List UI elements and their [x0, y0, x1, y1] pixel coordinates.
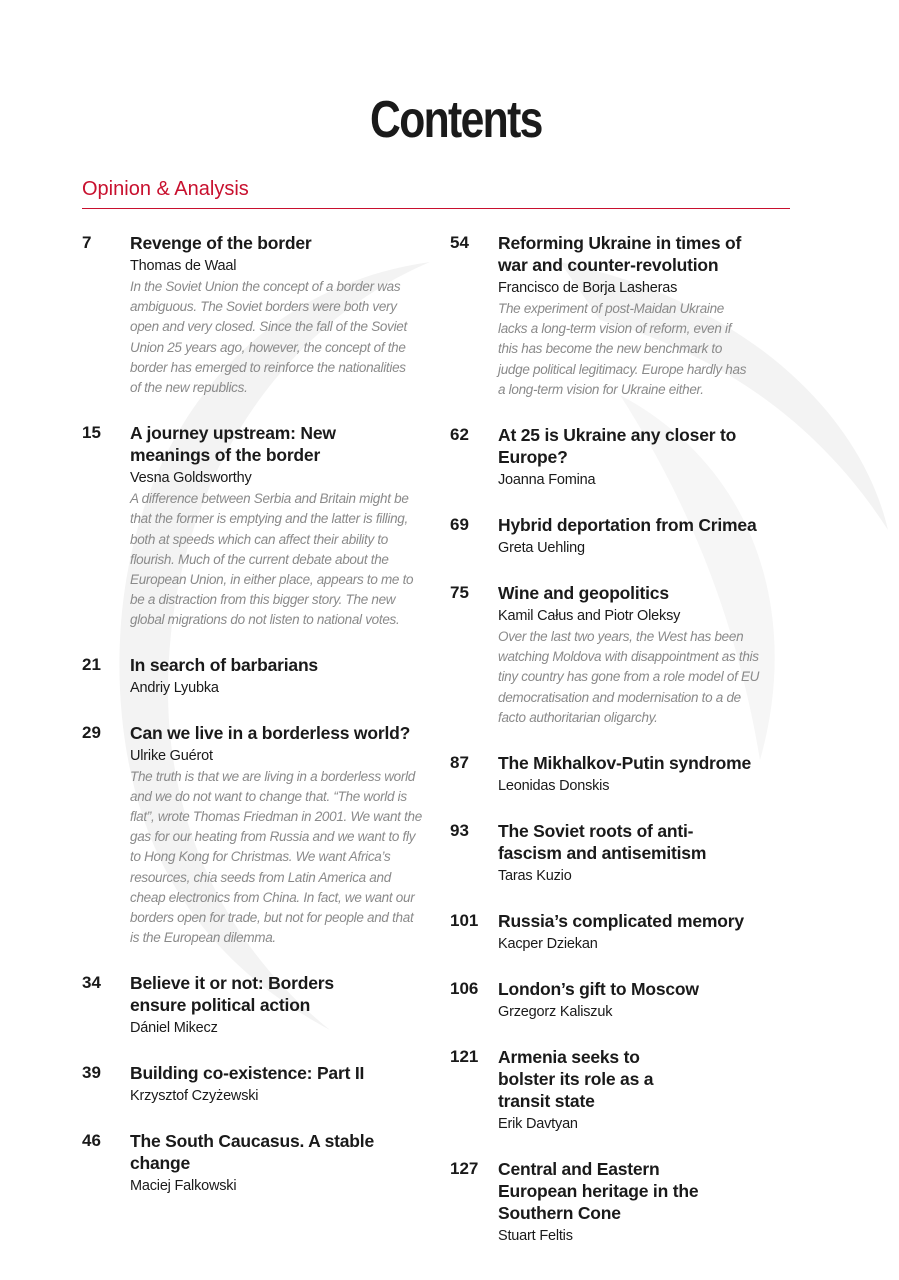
page-number: 127: [450, 1159, 479, 1179]
entry-title: Reforming Ukraine in times of war and counter-revolution: [498, 233, 742, 275]
entry-author: Francisco de Borja Lasheras: [498, 280, 678, 296]
entry-title: Revenge of the border: [130, 233, 312, 253]
entry-abstract: The experiment of post-Maidan Ukraine lacks a long-term vision of reform, even if this has become the new benchmark to judge political legitimacy. Europe hardly has a long-term vision for Ukraine either.: [498, 301, 747, 397]
entry-author: Stuart Feltis: [498, 1228, 573, 1245]
toc-entry[interactable]: [450, 582, 795, 728]
toc-entry[interactable]: [82, 1062, 432, 1108]
page-number: 75: [450, 583, 469, 603]
toc-entry[interactable]: [82, 422, 432, 630]
page-number: 69: [450, 515, 469, 535]
entry-title: In search of barbarians: [130, 654, 318, 675]
entry-title: Central and Eastern European heritage in the Southern Cone: [498, 1159, 699, 1224]
section-divider: [82, 208, 790, 209]
page-title: Contents: [370, 91, 542, 149]
entry-title: The South Caucasus. A stable change: [130, 1131, 374, 1174]
entry-abstract: A difference between Serbia and Britain might be that the former is emptying and the latter is filling, both at speeds which can affect their ability to flourish. Much of the current debate about the European Union, in either place, appears to me to be a distraction from this bigger story. The new global migrations do not listen to national votes.: [130, 491, 414, 628]
entry-title: Hybrid deportation from Crimea: [498, 515, 757, 536]
page-number: 39: [82, 1063, 101, 1083]
entry-title: Can we live in a borderless world?: [130, 722, 411, 743]
entry-author: Kamil Całus and Piotr Oleksy: [498, 608, 681, 625]
entry-author: Joanna Fomina: [498, 472, 596, 489]
entry-author: Erik Davtyan: [498, 1116, 578, 1133]
toc-column-left: [82, 232, 432, 1198]
entry-abstract: In the Soviet Union the concept of a border was ambiguous. The Soviet borders were both very open and very closed. Since the fall of the Soviet Union 25 years ago, however, the concept of the border has emerged to reinforce the nationalities of the new republics.: [130, 279, 407, 396]
entry-title: The Mikhalkov-Putin syndrome: [498, 753, 752, 774]
entry-author: Kacper Dziekan: [498, 936, 598, 953]
toc-entry[interactable]: [450, 232, 795, 400]
page-number: 34: [82, 973, 101, 993]
page-number: 106: [450, 979, 479, 999]
entry-author: Dániel Mikecz: [130, 1020, 218, 1037]
entry-author: Andriy Lyubka: [130, 679, 219, 696]
entry-title: The Soviet roots of anti-fascism and antisemitism: [498, 821, 707, 864]
section-heading: Opinion & Analysis: [82, 178, 249, 200]
entry-title: A journey upstream: New meanings of the border: [130, 423, 336, 466]
entry-abstract: Over the last two years, the West has been watching Moldova with disappointment as this tiny country has gone from a role model of EU democratisation and modernisation to a de facto authoritarian oligarchy.: [498, 629, 760, 725]
toc-entry[interactable]: [450, 910, 795, 956]
toc-column-right: [450, 232, 795, 1248]
page-number: 54: [450, 233, 469, 252]
entry-author: Leonidas Donskis: [498, 778, 610, 795]
toc-entry[interactable]: [450, 514, 795, 560]
entry-title: Russia’s complicated memory: [498, 911, 744, 932]
page-number: 121: [450, 1047, 479, 1067]
entry-author: Maciej Falkowski: [130, 1178, 237, 1195]
entry-title: At 25 is Ukraine any closer to Europe?: [498, 425, 737, 468]
entry-author: Grzegorz Kaliszuk: [498, 1004, 613, 1021]
toc-entry[interactable]: [450, 978, 795, 1024]
entry-author: Taras Kuzio: [498, 868, 572, 885]
entry-author: Greta Uehling: [498, 540, 585, 557]
entry-author: Vesna Goldsworthy: [130, 470, 252, 487]
page-number: 46: [82, 1131, 101, 1151]
entry-title: Building co-existence: Part II: [130, 1063, 365, 1084]
entry-title: Believe it or not: Borders ensure political action: [130, 973, 334, 1016]
entry-author: Thomas de Waal: [130, 258, 237, 274]
toc-entry[interactable]: [450, 1046, 795, 1136]
toc-entry[interactable]: [450, 424, 795, 492]
toc-entry[interactable]: [82, 1130, 432, 1198]
page-number: 7: [82, 233, 92, 252]
toc-entry[interactable]: [450, 1158, 795, 1248]
entry-title: London’s gift to Moscow: [498, 979, 699, 1000]
page-number: 29: [82, 722, 101, 742]
page-number: 62: [450, 425, 469, 445]
toc-entry[interactable]: [82, 972, 432, 1040]
toc-entry[interactable]: [450, 752, 795, 798]
page-number: 21: [82, 654, 101, 674]
toc-entry[interactable]: [82, 232, 432, 398]
entry-title: Wine and geopolitics: [498, 583, 669, 604]
page-number: 15: [82, 423, 101, 443]
page-number: 101: [450, 911, 479, 931]
entry-abstract: The truth is that we are living in a borderless world and we do not want to change that. “The world is flat”, wrote Thomas Friedman in 2001. We want the gas for our heating from Russia and we want to fly to Hong Kong for Christmas. We want Africa’s resources, chia seeds from Latin America and cheap electronics from China. In fact, we want our borders open for trade, but not for people and that is the European dilemma.: [130, 768, 422, 946]
toc-entry[interactable]: [450, 820, 795, 888]
page-number: 87: [450, 753, 469, 773]
entry-author: Ulrike Guérot: [130, 747, 213, 764]
entry-title: Armenia seeks to bolster its role as a transit state: [498, 1047, 654, 1112]
toc-entry[interactable]: [82, 654, 432, 700]
entry-author: Krzysztof Czyżewski: [130, 1088, 259, 1105]
page-number: 93: [450, 821, 469, 841]
toc-entry[interactable]: [82, 722, 432, 949]
